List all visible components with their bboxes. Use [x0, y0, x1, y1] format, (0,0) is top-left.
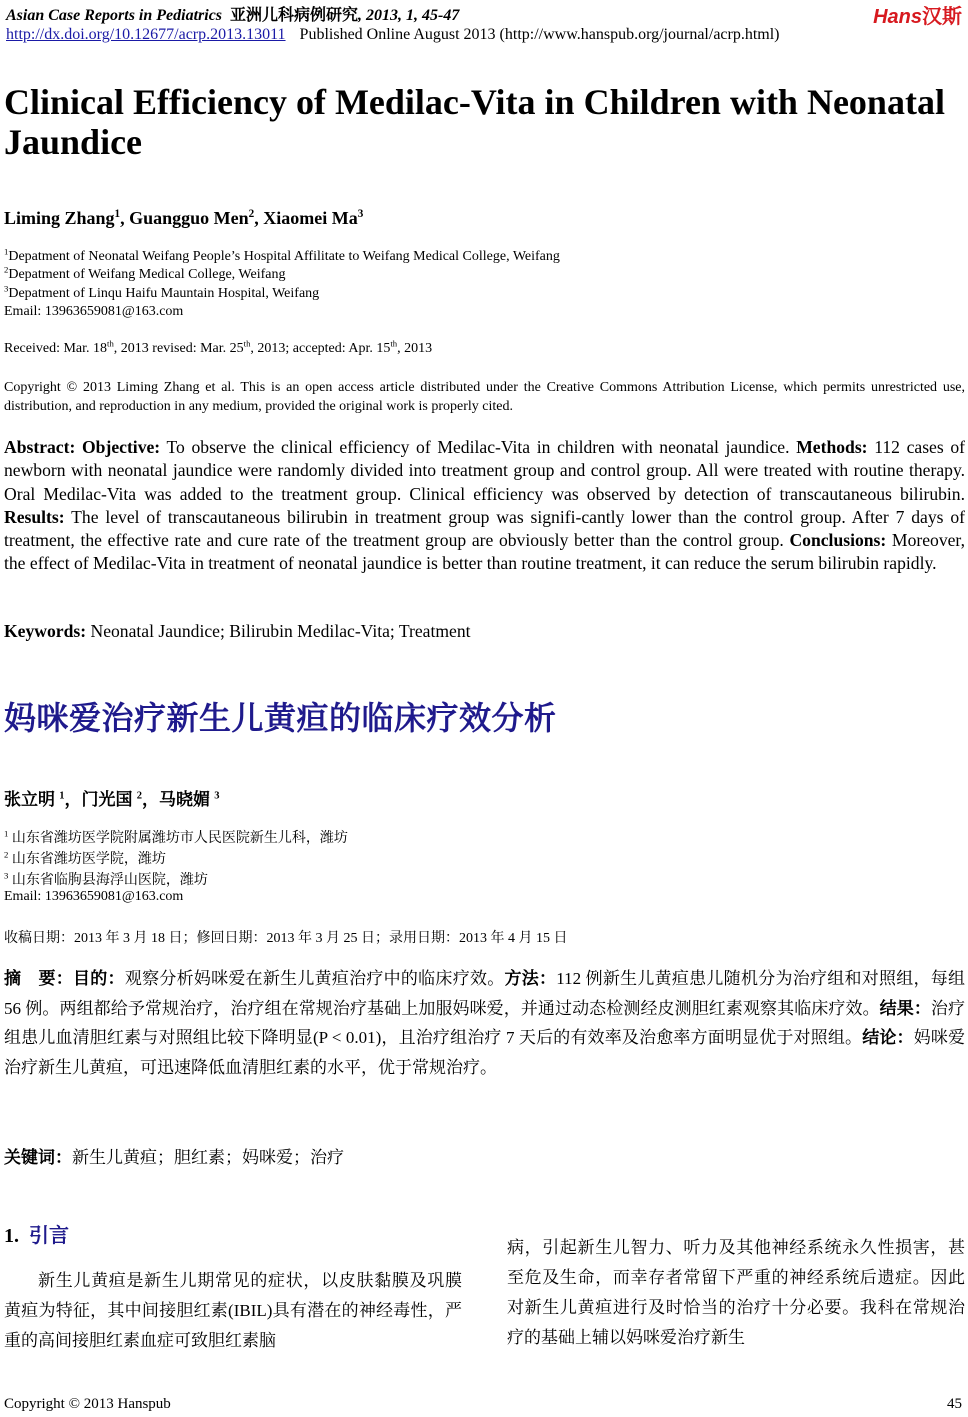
keywords-text-cn: 新生儿黄疸；胆红素；妈咪爱；治疗	[72, 1148, 344, 1167]
conclusions-label-cn: 结论：	[862, 1028, 914, 1047]
publication-line	[6, 26, 780, 44]
affiliation-text: Depatment of Linqu Haifu Mauntain Hospital, Weifang	[8, 286, 320, 301]
doi-link[interactable]: http://dx.doi.org/10.12677/acrp.2013.13011	[6, 26, 286, 43]
affiliation-sup: 1	[4, 828, 9, 839]
paper-title-en: Clinical Efficiency of Medilac-Vita in Children with Neonatal Jaundice	[4, 82, 945, 162]
affiliation-en-2	[4, 264, 286, 283]
methods-label-cn: 方法：	[504, 969, 557, 988]
authors-en	[4, 208, 363, 229]
author-name-cn: 门光国	[81, 790, 133, 809]
author-name: Guangguo Men	[129, 208, 249, 228]
author-sup: 3	[214, 790, 220, 802]
conclusions-text: Moreover, the effect of Medilac-Vita in treatment of neonatal jaundice is better than routine treatment, it can reduce the serum bilirubin rapidly.	[4, 530, 965, 574]
abstract-label: Abstract:	[4, 437, 76, 457]
abstract-label-cn: 摘 要：	[4, 969, 74, 988]
methods-text-cn: 112 例新生儿黄疸患儿随机分为治疗组和对照组，每组 56 例。两组都给予常规治疗，治疗组在常规治疗基础上加服妈咪爱，并通过动态检测经皮测胆红素观察其临床疗效。	[4, 969, 966, 1018]
body-column-right: 病，引起新生儿智力、听力及其他神经系统永久性损害，甚至危及生命，而幸存者常留下严重的神经系统后遗症。因此对新生儿黄疸进行及时恰当的治疗十分必要。我科在常规治疗的基础上辅以妈咪爱治疗新生	[507, 1238, 965, 1347]
email-en: Email: 13963659081@163.com	[4, 304, 184, 319]
received-dates-cn: 收稿日期：2013 年 3 月 18 日；修回日期：2013 年 3 月 25 日；录用日期：2013 年 4 月 15 日	[4, 931, 568, 946]
section-heading	[4, 1219, 69, 1248]
affiliation-cn-3	[4, 869, 208, 889]
author-sup: 2	[248, 208, 255, 220]
abstract-en	[4, 436, 965, 576]
page-number: 45	[947, 1396, 962, 1412]
affiliation-text: 山东省潍坊医学院附属潍坊市人民医院新生儿科，潍坊	[11, 831, 348, 846]
journal-name-cn: 亚洲儿科病例研究	[230, 7, 359, 24]
author-name: Xiaomei Ma	[263, 208, 358, 228]
journal-header	[6, 2, 459, 25]
objective-label-cn: 目的：	[73, 969, 125, 988]
author-separator: ，	[142, 790, 160, 809]
logo-text-cn: 汉斯	[922, 6, 962, 28]
objective-text: To observe the clinical efficiency of Medilac-Vita in children with neonatal jaundice.	[166, 437, 790, 457]
published-online-text: Published Online August 2013 (http://www.hanspub.org/journal/acrp.html)	[299, 26, 780, 43]
affiliation-sup: 2	[4, 264, 9, 275]
author-sup: 1	[59, 790, 65, 802]
author-separator: ，	[64, 790, 82, 809]
affiliation-sup: 2	[4, 849, 9, 860]
paper-title-cn: 妈咪爱治疗新生儿黄疸的临床疗效分析	[4, 699, 557, 737]
affiliation-text: 山东省临朐县海浮山医院，潍坊	[11, 873, 208, 888]
methods-text: 112 cases of newborn with neonatal jaundice were randomly divided into treatment group and control group. All were treated with routine therapy. Oral Medilac-Vita was added to the treatment group. Clinical efficiency was observed by detection of transcautaneous bilirubin.	[4, 437, 966, 504]
affiliation-text: 山东省潍坊医学院，潍坊	[11, 852, 166, 867]
results-label: Results:	[4, 506, 65, 527]
received-text: Received: Mar. 18	[4, 341, 108, 356]
year-text: , 2013	[397, 341, 433, 356]
body-column-left: 新生儿黄疸是新生儿期常见的症状，以皮肤黏膜及巩膜黄疸为特征，其中间接胆红素(IBIL)具有潜在的神经毒性，严重的高间接胆红素血症可致胆红素脑	[4, 1271, 462, 1350]
author-name-cn: 张立明	[4, 790, 55, 809]
hanspub-logo	[873, 0, 962, 29]
affiliation-sup: 3	[4, 870, 9, 881]
author-name: Liming Zhang	[4, 208, 115, 228]
footer-copyright: Copyright © 2013 Hanspub	[4, 1396, 171, 1412]
keywords-label: Keywords:	[4, 621, 87, 641]
ordinal-sup: th	[107, 338, 114, 349]
methods-label: Methods:	[796, 437, 868, 457]
affiliation-en-1	[4, 246, 560, 265]
abstract-cn	[4, 964, 965, 1082]
authors-cn	[4, 785, 220, 810]
journal-name: Asian Case Reports in Pediatrics	[6, 7, 223, 24]
copyright-notice: Copyright © 2013 Liming Zhang et al. This is an open access article distributed under the Creative Commons Attribution License, which permits unrestricted use, distribution, and reproduction in any medium, provided the original work is properly cited.	[4, 380, 965, 414]
objective-label: Objective:	[82, 437, 161, 457]
keywords-en	[4, 621, 471, 642]
results-text: The level of transcautaneous bilirubin in treatment group was signifi-cantly lower than the control group. After 7 days of treatment, the effective rate and cure rate of the treatment group are obviously better than the control group.	[4, 506, 965, 551]
affiliation-en-3	[4, 283, 320, 302]
accepted-text: , 2013; accepted: Apr. 15	[250, 341, 391, 356]
conclusions-text-cn: 妈咪爱治疗新生儿黄疸，可迅速降低血清胆红素的水平，优于常规治疗。	[4, 1028, 966, 1077]
keywords-text: Neonatal Jaundice; Bilirubin Medilac-Vita; Treatment	[90, 621, 471, 641]
results-label-cn: 结果：	[879, 998, 931, 1018]
affiliation-sup: 1	[4, 246, 9, 257]
conclusions-label: Conclusions:	[789, 530, 887, 551]
affiliation-cn-1	[4, 827, 348, 847]
email-cn: Email: 13963659081@163.com	[4, 889, 184, 904]
affiliation-text: Depatment of Neonatal Weifang People’s Hospital Affilitate to Weifang Medical College, Weifang	[8, 249, 560, 264]
keywords-cn	[4, 1143, 344, 1168]
affiliation-sup: 3	[4, 283, 9, 294]
author-sup: 1	[114, 208, 121, 220]
keywords-label-cn: 关键词：	[4, 1148, 72, 1167]
affiliation-text: Depatment of Weifang Medical College, Weifang	[8, 267, 286, 282]
author-name-cn: 马晓媚	[159, 790, 211, 809]
revised-text: , 2013 revised: Mar. 25	[113, 341, 244, 356]
affiliation-cn-2	[4, 848, 166, 868]
objective-text-cn: 观察分析妈咪爱在新生儿黄疸治疗中的临床疗效。	[124, 969, 505, 988]
author-sup: 3	[357, 208, 364, 220]
author-separator: ,	[120, 208, 130, 228]
received-dates-en	[4, 338, 433, 357]
journal-citation: , 2013, 1, 45-47	[358, 7, 460, 24]
results-text-cn: 治疗组患儿血清胆红素与对照组比较下降明显(P < 0.01)，且治疗组治疗 7 天后的有效率及治愈率方面明显优于对照组。	[4, 998, 966, 1047]
ordinal-sup: th	[243, 338, 251, 349]
author-separator: ,	[254, 208, 264, 228]
author-sup: 2	[136, 790, 143, 802]
ordinal-sup: th	[390, 338, 398, 349]
logo-text-en: Hans	[873, 6, 922, 28]
section-number: 1.	[4, 1225, 19, 1247]
section-title: 引言	[29, 1223, 69, 1247]
